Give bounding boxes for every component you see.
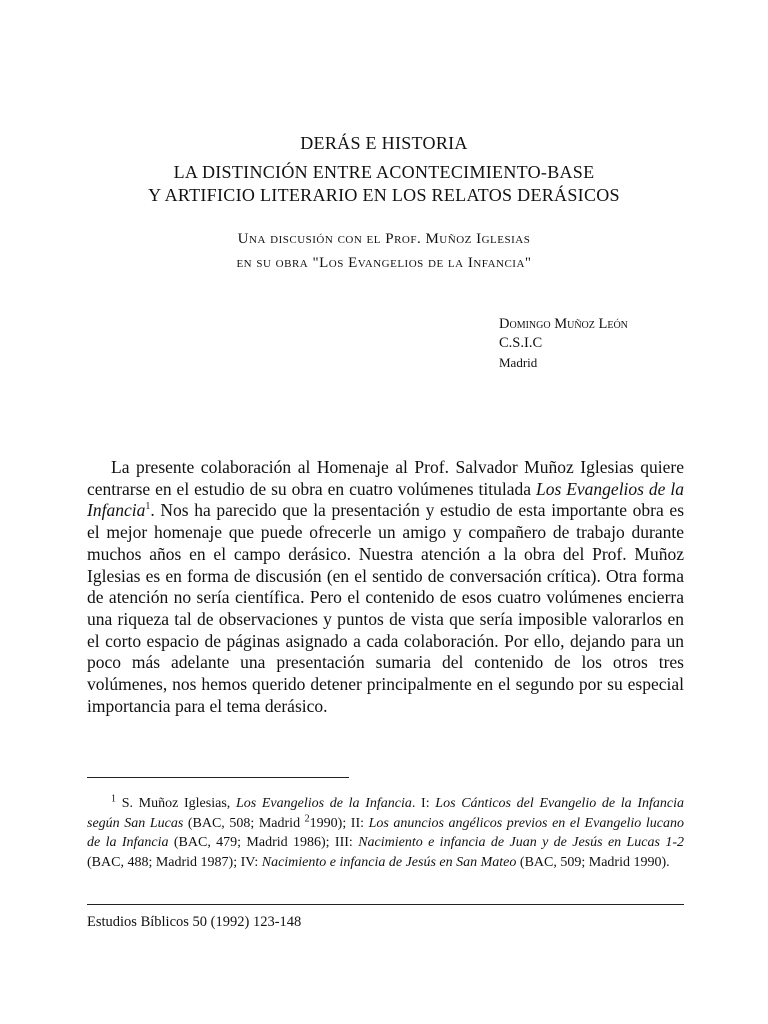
body-text-part-1: La presente colaboración al Homenaje al Prof. Salvador Muñoz Iglesias quiere centrarse en el estudio de su obra en cuatro volúmenes titulada — [87, 457, 684, 499]
footnote-text: (BAC, 509; Madrid 1990). — [516, 854, 670, 870]
page-footer-rule — [87, 904, 684, 905]
footnote-separator — [87, 777, 349, 778]
footnote-number: 1 — [111, 793, 116, 805]
book-title: Los Evangelios de la Infancia — [87, 478, 685, 521]
author-institution: C.S.I.C — [499, 335, 543, 351]
footnote-edition: 2 — [304, 812, 310, 824]
footnote-author: S. Muñoz Iglesias, — [121, 796, 236, 811]
footnote-vol2-title: Los anuncios angélicos previos en el Evangelio lucano de la Infancia — [87, 815, 684, 850]
journal-reference: Estudios Bíblicos 50 (1992) 123-148 — [87, 914, 302, 930]
body-paragraph — [87, 457, 684, 717]
footnote-text: (BAC, 479; Madrid 1986); III: — [168, 835, 359, 850]
footnote-text: 1990); II: — [309, 815, 369, 831]
footnote-text: (BAC, 508; Madrid — [183, 815, 305, 831]
footnote-text: (BAC, 488; Madrid 1987); IV: — [87, 854, 262, 870]
footnote-work-title: Los Evangelios de la Infancia — [235, 796, 412, 811]
subtitle-line-2: en su obra "Los Evangelios de la Infancia" — [236, 255, 532, 271]
body-text-part-2: . Nos ha parecido que la presentación y estudio de esta importante obra es el mejor homenaje que puede ofrecerle un amigo y compañero de trabajo durante muchos años en el campo derásico. Nuestra atención a la obra del Prof. Muñoz Iglesias es en forma de discusión (en el sentido de conversación crítica). Otra forma de atención no sería científica. Pero el contenido de esos cuatro volúmenes encierra una riqueza tal de observaciones y puntos de vista que sería imposible valorarlos en el corto espacio de páginas asignado a cada colaboración. Por ello, dejando para un poco más adelante una presentación sumaria del contenido de los otros tres volúmenes, nos hemos querido detener principalmente en el segundo por su especial importancia para el tema derásico. — [87, 500, 684, 716]
title-line-2: LA DISTINCIÓN ENTRE ACONTECIMIENTO-BASE — [173, 162, 595, 182]
footnote-text: . I: — [411, 796, 436, 811]
main-title: DERÁS E HISTORIA — [300, 133, 468, 153]
footnote-ref[interactable]: 1 — [145, 501, 151, 513]
footnote-vol1-title: Los Cánticos del Evangelio de la Infancia según San Lucas — [87, 796, 685, 831]
title-line-3: Y ARTIFICIO LITERARIO EN LOS RELATOS DERÁSICOS — [148, 185, 620, 205]
author-city: Madrid — [499, 355, 538, 370]
footnote-vol3-title: Nacimiento e infancia de Juan y de Jesús en Lucas 1-2 — [358, 835, 684, 850]
subtitle-line-1: Una discusión con el Prof. Muñoz Iglesias — [237, 231, 531, 247]
footnote — [87, 794, 684, 872]
footnote-vol4-title: Nacimiento e infancia de Jesús en San Mateo — [261, 854, 517, 870]
author-name: Domingo Muñoz León — [499, 316, 628, 332]
